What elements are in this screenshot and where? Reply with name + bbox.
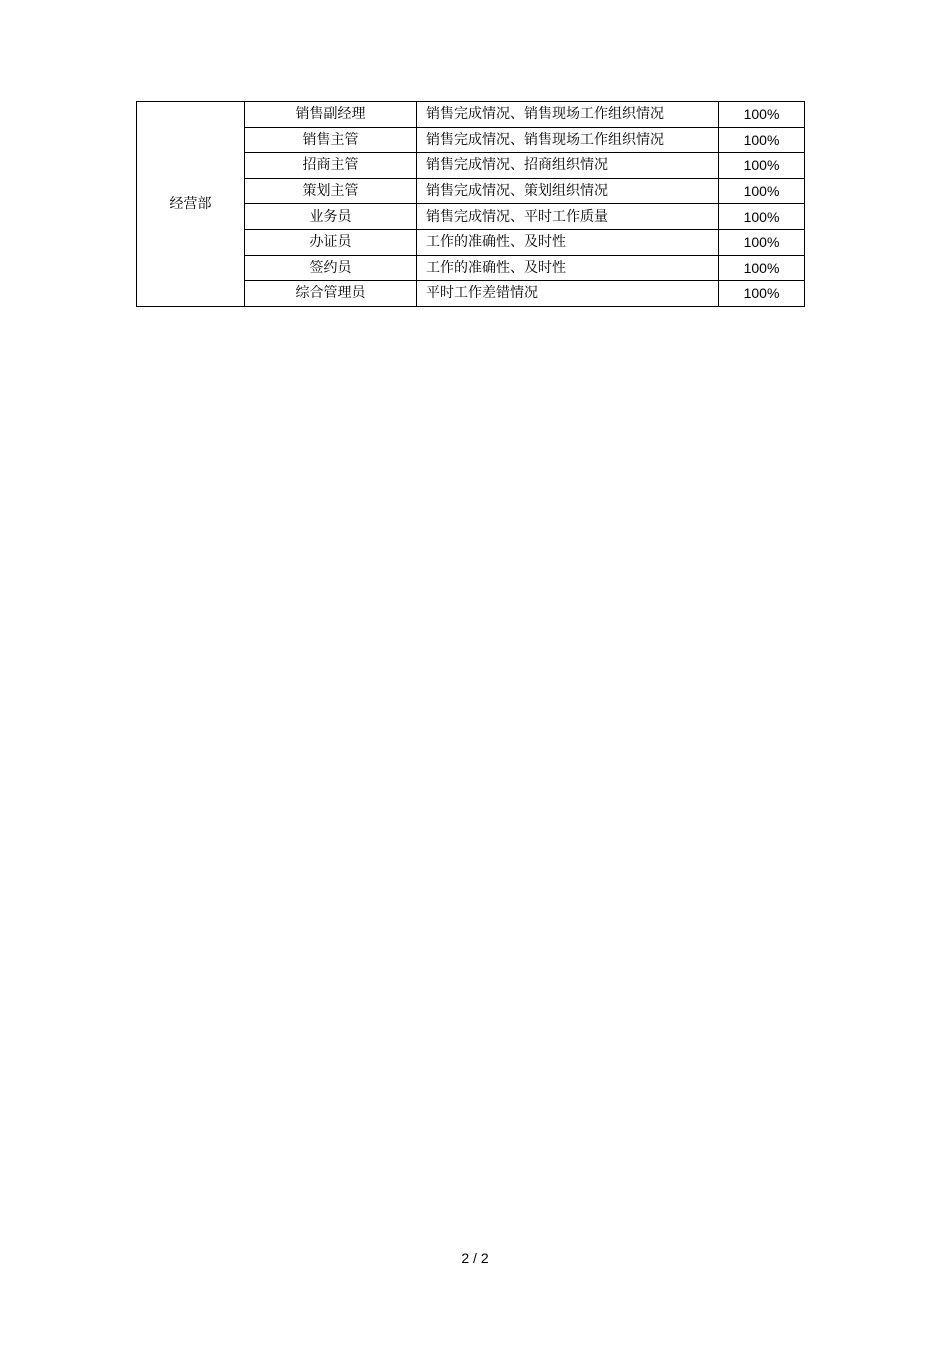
position-cell: 招商主管 [245,153,417,179]
criteria-cell: 销售完成情况、销售现场工作组织情况 [417,127,719,153]
position-cell: 策划主管 [245,178,417,204]
assessment-table [136,101,805,307]
position-cell: 签约员 [245,255,417,281]
position-cell: 综合管理员 [245,281,417,307]
weight-cell: 100% [719,229,805,255]
criteria-cell: 工作的准确性、及时性 [417,229,719,255]
weight-cell: 100% [719,255,805,281]
position-cell: 办证员 [245,229,417,255]
position-cell: 销售主管 [245,127,417,153]
position-cell: 销售副经理 [245,102,417,128]
weight-cell: 100% [719,204,805,230]
weight-cell: 100% [719,178,805,204]
weight-cell: 100% [719,127,805,153]
criteria-cell: 工作的准确性、及时性 [417,255,719,281]
criteria-cell: 销售完成情况、销售现场工作组织情况 [417,102,719,128]
criteria-cell: 平时工作差错情况 [417,281,719,307]
criteria-cell: 销售完成情况、策划组织情况 [417,178,719,204]
page-number: 2 / 2 [461,1250,489,1266]
department-cell: 经营部 [137,102,245,307]
weight-cell: 100% [719,153,805,179]
table-row [137,102,805,128]
position-cell: 业务员 [245,204,417,230]
weight-cell: 100% [719,102,805,128]
criteria-cell: 销售完成情况、平时工作质量 [417,204,719,230]
criteria-cell: 销售完成情况、招商组织情况 [417,153,719,179]
weight-cell: 100% [719,281,805,307]
